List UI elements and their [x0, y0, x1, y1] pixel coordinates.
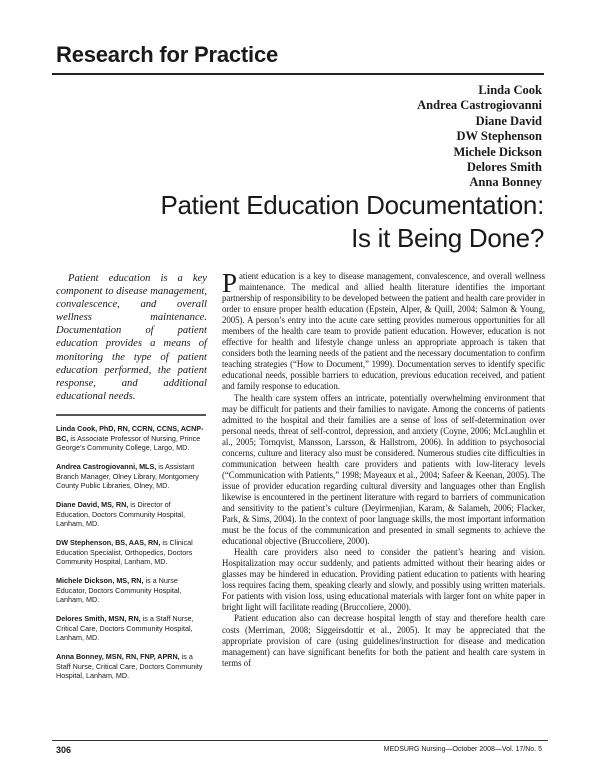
author-bio	[56, 538, 206, 567]
article-body	[222, 268, 545, 669]
pull-quote-divider	[56, 414, 206, 416]
bio-name: Delores Smith, MSN, RN,	[56, 614, 141, 623]
author-list	[242, 83, 542, 191]
author-name: Anna Bonney	[469, 175, 542, 190]
body-paragraph: Patient education also can decrease hospital length of stay and therefore health care costs (Merriman, 2008; Siggeirsdottir et al., 2005). It may be appreciated that the appropriate provision of care (using guidelines/instruction for disease and medication management) can have significant benefits for both the patient and health care system in terms of	[222, 613, 545, 668]
bio-name: Anna Bonney, MSN, RN, FNP, APRN,	[56, 652, 180, 661]
bio-text: is Director of Education, Doctors Community Hospital, Lanham, MD.	[56, 500, 186, 528]
bio-text: is a Staff Nurse, Critical Care, Doctors Community Hospital, Lanham, MD.	[56, 652, 203, 680]
article-title-line-2: Is it Being Done?	[351, 223, 544, 253]
article-title	[24, 189, 544, 255]
body-paragraph: Health care providers also need to consider the patient’s hearing and vision. Hospitalization may occur suddenly, and patients admitted without their hearing aides or glasses may be hindered in education. Providing patient education to patients with hearing loss requires facing them, speaking clearly and slowly, and possibly using written materials. For patients with vision loss, using educational materials with larger font on white paper in bright light will facilitate reading (Bruccoliere, 2000).	[222, 547, 545, 613]
body-paragraph: The health care system offers an intricate, potentially overwhelming environment that may be difficult for patients and their families to navigate. Among the concerns of patients admitted to the hospital and their families are a sense of loss of self-determination over personal needs, threat of self-control, depression, and anxiety (Coyne, 2006; McLaughlin et al., 2005; Tornqvist, Mansson, Larsson, & Hallstrom, 2006). In addition to psychosocial concerns, culture and literacy also must be considered. Numerous studies cite difficulties in communication between health care providers and patients with low-literacy levels (“Communication with Patients,” 1998; Mayeaux et al., 2004; Safeer & Keenan, 2005). The issue of provider education regarding cultural diversity and languages other than English likewise is encountered in the pertinent literature with regard to barriers of communication and sensitivity to the patient’s culture (Deyirmenjian, Karam, & Salameh, 2006; Flacker, Park, & Sims, 2004). In the context of poor language skills, the most important information must be the focus of the communication and presented in small segments to achieve the educational objective (Bruccoliere, 2000).	[222, 392, 545, 547]
footer-divider	[52, 740, 548, 741]
section-title: Research for Practice	[56, 42, 279, 67]
bio-name: Diane David, MS, RN,	[56, 500, 129, 509]
author-name: Delores Smith	[466, 160, 542, 175]
author-name: Andrea Castrogiovanni	[417, 98, 542, 113]
author-bio	[56, 500, 206, 529]
paragraph-text: atient education is a key to disease management, convalescence, and overall wellness maintenance. The medical and allied health literature identifies the important partnership of responsibility to be developed between the patient and health care provider in order to ensure proper health education (Epstein, Alper, & Quill, 2004; Salmon & Young, 2005). A person’s entry into the acute care setting provides numerous opportunities for all members of the health care team to provide patient education. However, education is not effective for health and lifestyle change unless an appropriate approach is taken that considers both the learning needs of the patient and the necessary documentation to confirm teaching strategies (“How to Document,” 1999). Documentation serves to identify specific educational needs, possible barriers to education, previous education received, and patient and family response to education.	[222, 271, 545, 392]
article-title-line-1: Patient Education Documentation:	[160, 190, 544, 220]
bio-text: is Clinical Education Specialist, Orthopedics, Doctors Community Hospital, Lanham, MD.	[56, 538, 193, 566]
author-bio	[56, 462, 206, 491]
bio-name: DW Stephenson, BS, AAS, RN,	[56, 538, 161, 547]
bio-name: Linda Cook, PhD, RN, CCRN, CCNS, ACNP-BC,	[56, 424, 204, 443]
bio-text: is Assistant Branch Manager, Olney Library, Montgomery County Public Libraries, Olney, MD.	[56, 462, 199, 490]
page-number: 306	[56, 745, 72, 755]
author-bios	[56, 424, 206, 690]
author-bio	[56, 614, 206, 643]
author-name: Michele Dickson	[453, 144, 542, 159]
drop-cap: P	[222, 268, 237, 298]
journal-citation: MEDSURG Nursing—October 2008—Vol. 17/No. 5	[383, 746, 542, 753]
author-name: DW Stephenson	[456, 129, 542, 144]
author-bio	[56, 652, 206, 681]
pull-quote: Patient education is a key component to disease management, convalescence, and overall wellness maintenance. Documentation of patient education provides a means of monitoring the type of patient education performed, the patient response, and additional educational needs.	[56, 273, 207, 402]
body-paragraph	[222, 268, 545, 393]
author-name: Diane David	[475, 113, 542, 128]
author-bio	[56, 424, 206, 453]
bio-text: is a Nurse Educator, Doctors Community Hospital, Lanham, MD.	[56, 576, 182, 604]
section-divider	[52, 73, 544, 75]
bio-text: is a Staff Nurse, Critical Care, Doctors Community Hospital, Lanham, MD.	[56, 614, 194, 642]
bio-name: Andrea Castrogiovanni, MLS,	[56, 462, 157, 471]
author-name: Linda Cook	[478, 83, 542, 97]
author-bio	[56, 576, 206, 605]
bio-name: Michele Dickson, MS, RN,	[56, 576, 144, 585]
bio-text: is Associate Professor of Nursing, Prince George’s Community College, Largo, MD.	[56, 433, 201, 452]
